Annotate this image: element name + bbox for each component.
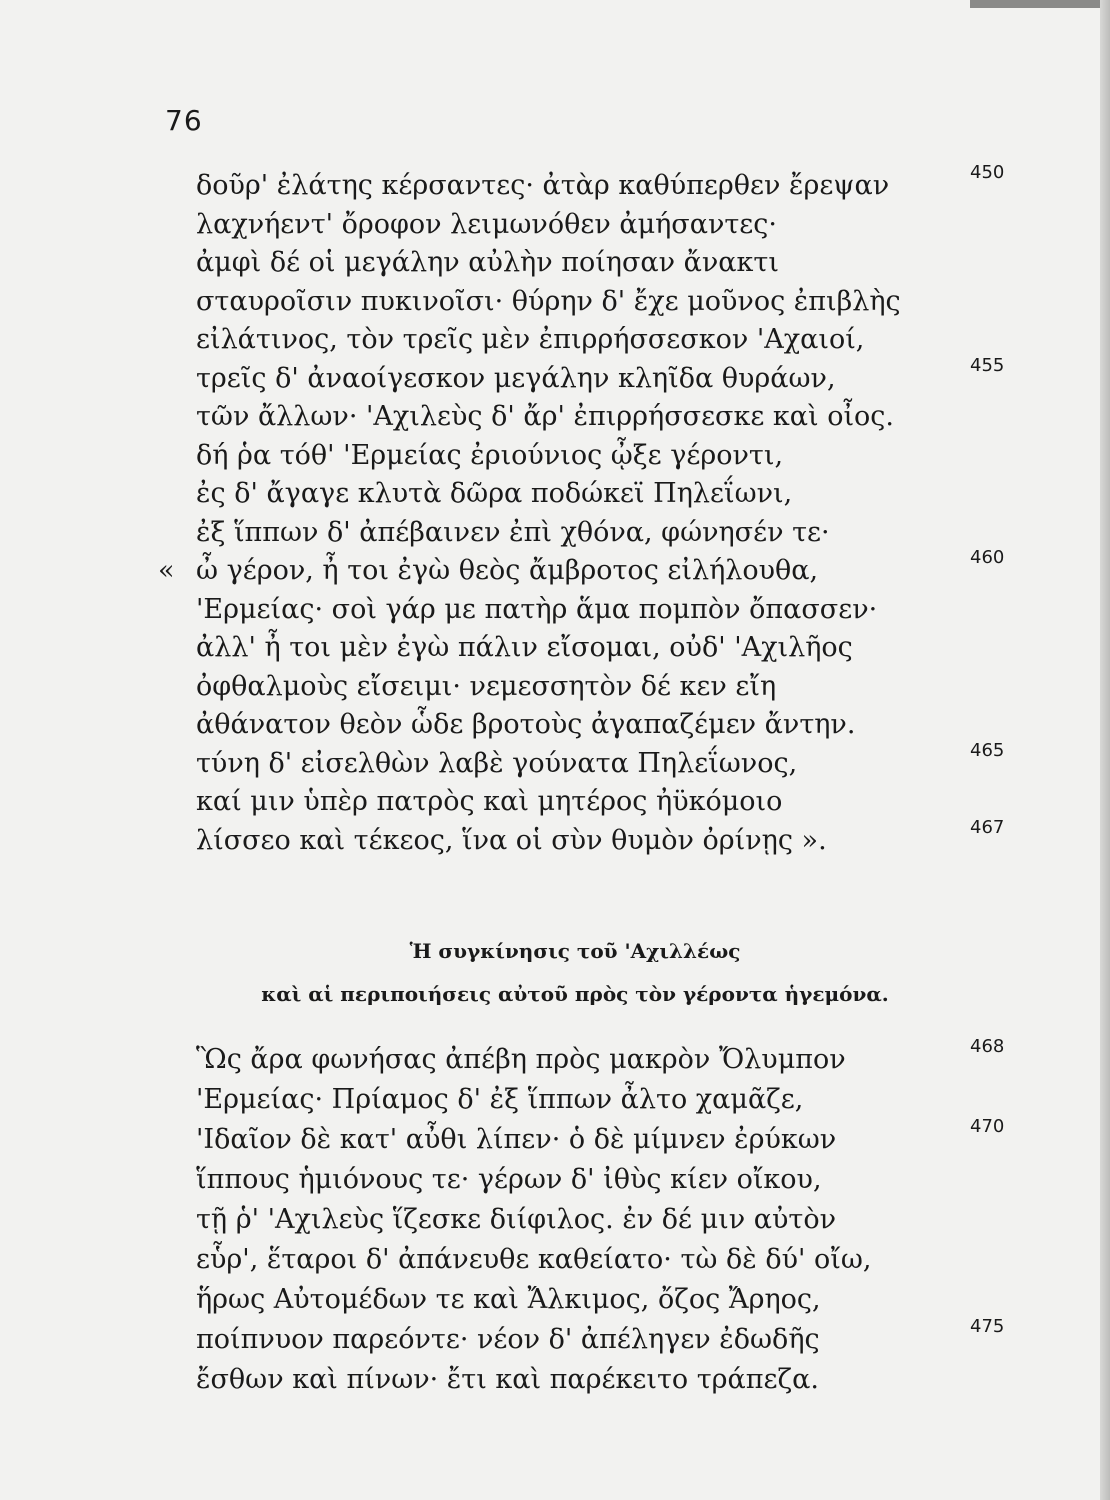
verse-line (0, 629, 1110, 667)
verse-line (0, 475, 1110, 513)
section-heading-line-2: καὶ αἱ περιποιήσεις αὐτοῦ πρὸς τὸν γέροντα ἡγεμόνα. (261, 982, 889, 1006)
page-number: 76 (165, 104, 203, 137)
verse-line (0, 321, 1110, 359)
verse-text: ἀμφὶ δέ οἱ μεγάλην αὐλὴν ποίησαν ἄνακτι (196, 247, 779, 278)
verse-line (0, 514, 1110, 552)
verse-line (0, 1081, 1110, 1119)
verse-line (0, 1316, 1110, 1359)
verse-text: δοῦρ' ἐλάτης κέρσαντες· ἀτὰρ καθύπερθεν ἔρεψαν (196, 170, 890, 201)
section-heading-line-1: Ἡ συγκίνησις τοῦ 'Αχιλλέως (409, 939, 741, 963)
verse-text: ἐς δ' ἄγαγε κλυτὰ δῶρα ποδώκεϊ Πηλεΐωνι, (196, 478, 793, 509)
verse-line (0, 1281, 1110, 1319)
verse-text: ἀθάνατον θεὸν ὧδε βροτοὺς ἀγαπαζέμεν ἄντην. (196, 709, 856, 740)
verse-text: λαχνήεντ' ὄροφον λειμωνόθεν ἀμήσαντες· (196, 208, 778, 240)
verse-text: τρεῖς δ' ἀναοίγεσκον μεγάλην κληῖδα θυράων, (196, 362, 836, 394)
verse-text: Ὣς ἄρα φωνήσας ἀπέβη πρὸς μακρὸν Ὄλυμπον (196, 1044, 846, 1075)
line-number: 468 (970, 1036, 1005, 1057)
verse-line (0, 1036, 1110, 1079)
verse-line (0, 591, 1110, 629)
verse-line (0, 739, 1110, 783)
verse-line (0, 668, 1110, 706)
verse-line (0, 1241, 1110, 1279)
verse-line (0, 1161, 1110, 1199)
verse-text: ὦ γέρον, ἦ τοι ἐγὼ θεὸς ἄμβροτος εἰλήλουθα, (196, 555, 819, 586)
line-number: 475 (970, 1316, 1005, 1337)
verse-text: ἵππους ἡμιόνους τε· γέρων δ' ἰθὺς κίεν οἴκου, (196, 1164, 822, 1195)
verse-text: ἀλλ' ἦ τοι μὲν ἐγὼ πάλιν εἴσομαι, οὐδ' 'Αχιλῆος (196, 632, 853, 663)
verse-line (0, 283, 1110, 321)
verse-text: ποίπνυον παρεόντε· νέον δ' ἀπέληγεν ἐδωδῆς (196, 1324, 820, 1355)
verse-line (0, 244, 1110, 282)
verse-line (0, 162, 1110, 205)
verse-line (0, 398, 1110, 436)
verse-text: δή ῥα τόθ' 'Ερμείας ἐριούνιος ᾦξε γέροντι, (196, 439, 784, 471)
verse-line (0, 206, 1110, 244)
verse-line (0, 816, 1110, 860)
verse-text: τύνη δ' εἰσελθὼν λαβὲ γούνατα Πηλεΐωνος, (196, 747, 798, 779)
verse-line (0, 547, 1110, 590)
opening-quote: « (158, 555, 175, 586)
verse-text: τῇ ῥ' 'Αχιλεὺς ἵζεσκε διίφιλος. ἐν δέ μιν αὐτὸν (196, 1204, 837, 1235)
verse-line (0, 437, 1110, 475)
line-number: 467 (970, 816, 1005, 838)
verse-text: εἰλάτινος, τὸν τρεῖς μὲν ἐπιρρήσσεσκον 'Αχαιοί, (196, 324, 865, 355)
verse-line (0, 1361, 1110, 1399)
verse-line (0, 354, 1110, 398)
verse-text: εὗρ', ἕταροι δ' ἀπάνευθε καθείατο· τὼ δὲ δύ' οἴω, (196, 1244, 872, 1275)
verse-line (0, 706, 1110, 744)
line-number: 450 (970, 162, 1005, 183)
line-number: 455 (970, 354, 1005, 376)
line-number: 460 (970, 547, 1005, 568)
verse-text: ἔσθων καὶ πίνων· ἔτι καὶ παρέκειτο τράπεζα. (196, 1364, 819, 1395)
verse-text: 'Ερμείας· Πρίαμος δ' ἐξ ἵππων ἆλτο χαμᾶζε, (196, 1084, 804, 1115)
verse-text: λίσσεο καὶ τέκεος, ἵνα οἱ σὺν θυμὸν ὀρίνῃς ». (196, 824, 827, 856)
line-number: 470 (970, 1116, 1005, 1137)
verse-text: τῶν ἄλλων· 'Αχιλεὺς δ' ἄρ' ἐπιρρήσσεσκε καὶ οἶος. (196, 401, 895, 432)
verse-text: καί μιν ὑπὲρ πατρὸς καὶ μητέρος ἠϋκόμοιο (196, 786, 783, 817)
verse-line (0, 1116, 1110, 1159)
verse-text: ἐξ ἵππων δ' ἀπέβαινεν ἐπὶ χθόνα, φώνησέν τε· (196, 516, 830, 548)
verse-text: σταυροῖσιν πυκινοῖσι· θύρην δ' ἔχε μοῦνος ἐπιβλὴς (196, 285, 901, 317)
line-number: 465 (970, 739, 1005, 761)
verse-text: ὀφθαλμοὺς εἴσειμι· νεμεσσητὸν δέ κεν εἴη (196, 670, 777, 702)
verse-line (0, 783, 1110, 821)
verse-line (0, 1201, 1110, 1239)
verse-text: 'Ερμείας· σοὶ γάρ με πατὴρ ἅμα πομπὸν ὄπασσεν· (196, 593, 878, 625)
verse-text: ἥρως Αὐτομέδων τε καὶ Ἄλκιμος, ὄζος Ἄρηος, (196, 1284, 821, 1315)
verse-text: 'Ιδαῖον δὲ κατ' αὖθι λίπεν· ὁ δὲ μίμνεν ἐρύκων (196, 1124, 837, 1155)
page-top-edge (970, 0, 1110, 8)
